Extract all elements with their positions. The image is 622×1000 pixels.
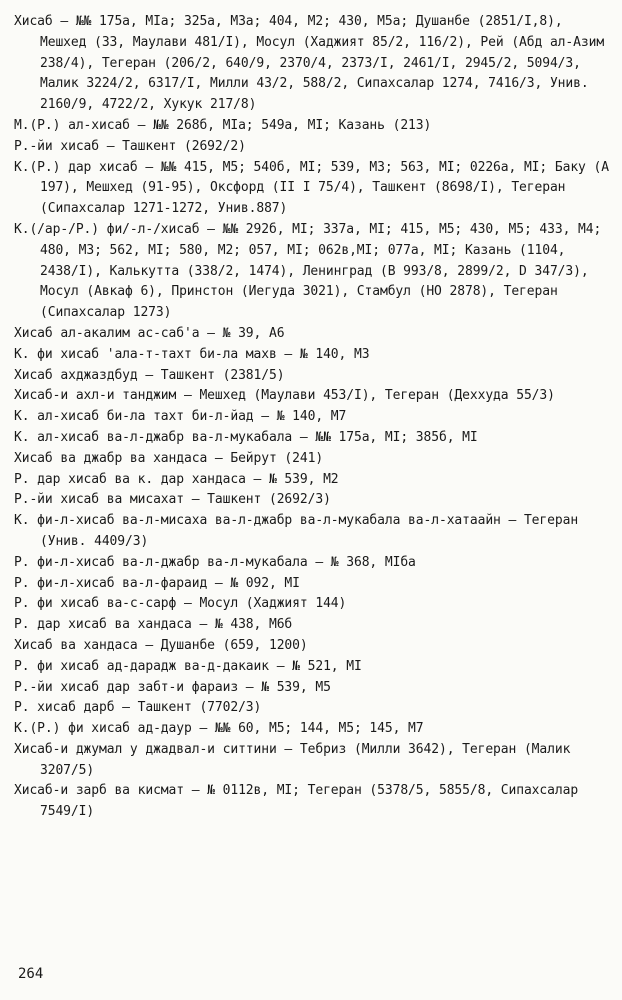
bibliography-entry: К. фи-л-хисаб ва-л-мисаха ва-л-джабр ва-л-мукабала ва-л-хатаайн – Тегеран (Унив. 4409/3) (14, 513, 579, 549)
bibliography-entry: Р.-йи хисаб дар забт-и фараиз – № 539, М5 (14, 679, 331, 695)
bibliography-entry: Р.-йи хисаб ва мисахат – Ташкент (2692/3) (14, 492, 331, 508)
bibliography-entry: М.(Р.) ал-хисаб – №№ 268б, МIа; 549а, МI; Казань (213) (14, 117, 432, 133)
bibliography-entry: К. фи хисаб 'ала-т-тахт би-ла махв – № 140, М3 (14, 346, 370, 362)
bibliography-entry: К. ал-хисаб би-ла тахт би-л-йад – № 140, М7 (14, 409, 347, 425)
bibliography-entry: Р. фи хисаб ад-дарадж ва-д-дакаик – № 521, МI (14, 658, 362, 674)
bibliography-entry: К. ал-хисаб ва-л-джабр ва-л-мукабала – №№ 175а, МI; 385б, МI (14, 429, 478, 445)
bibliography-entry: К.(/ар-/Р.) фи/-л-/хисаб – №№ 292б, МI; 337а, МI; 415, М5; 430, М5; 433, М4; 480, М3; 562, МI; 580, М2; 057, МI; 062в,МI; 077а, МI; Казань (1104, 2438/I), Калькутта (338/2, 1474), Ленинград (В 993/8, 2899/2, D 347/3), Мосул (Авкаф 6), Принстон (Иегуда 3021), Стамбул (НО 2878), Тегеран (Сипахсалар 1273) (14, 221, 602, 321)
bibliography-entry: Хисаб – №№ 175а, МIа; 325а, М3а; 404, М2; 430, М5а; Душанбе (2851/I,8), Мешхед (33, Маулави 481/I), Мосул (Хаджият 85/2, 116/2), Рей (Абд ал-Азим 238/4), Тегеран (206/2, 640/9, 2370/4, 2373/I, 2461/I, 2945/2, 5094/3, Малик 3224/2, 6317/I, Милли 43/2, 588/2, Сипахсалар 1274, 7416/3, Унив. 2160/9, 4722/2, Хукук 217/8) (14, 14, 605, 113)
bibliography-entry: Р. хисаб дарб – Ташкент (7702/3) (14, 700, 262, 716)
bibliography-entry: К.(Р.) фи хисаб ад-даур – №№ 60, М5; 144, М5; 145, М7 (14, 721, 424, 737)
bibliography-entry: Р. фи-л-хисаб ва-л-фараид – № 092, МI (14, 575, 300, 591)
bibliography-entry: Р. дар хисаб ва хандаса – № 438, М6б (14, 617, 293, 633)
bibliography-entry: Р. фи хисаб ва-с-сарф – Мосул (Хаджият 144) (14, 596, 347, 612)
bibliography-entry: Хисаб-и джумал у джадвал-и ситтини – Тебриз (Милли 3642), Тегеран (Малик 3207/5) (14, 741, 571, 778)
bibliography-entry: Хисаб-и ахл-и танджим – Мешхед (Маулави 453/I), Тегеран (Деххуда 55/3) (14, 388, 555, 404)
bibliography-entry: Р. фи-л-хисаб ва-л-джабр ва-л-мукабала – № 368, МIба (14, 554, 416, 570)
bibliography-entry: Р. дар хисаб ва к. дар хандаса – № 539, М2 (14, 471, 339, 487)
page-number: 264 (18, 966, 44, 982)
bibliography-entry: Хисаб ва джабр ва хандаса – Бейрут (241) (14, 450, 324, 466)
bibliography-entry: Хисаб ал-акалим ас-саб'а – № 39, А6 (14, 325, 285, 341)
bibliography-entry: Хисаб ва хандаса – Душанбе (659, 1200) (14, 637, 308, 653)
bibliography-entry: Хисаб-и зарб ва кисмат – № 0112в, МI; Тегеран (5378/5, 5855/8, Сипахсалар 7549/I) (14, 783, 579, 820)
bibliography-entry: Хисаб ахджаздбуд – Ташкент (2381/5) (14, 367, 285, 383)
bibliography-entry: К.(Р.) дар хисаб – №№ 415, М5; 540б, МI; 539, М3; 563, МI; 0226а, МI; Баку (А 197), Мешхед (91-95), Оксфорд (II I 75/4), Ташкент (8698/I), Тегеран (Сипахсалар 1271-1272, Унив.887) (14, 159, 609, 217)
bibliography-entries (14, 12, 610, 823)
bibliography-entry: Р.-йи хисаб – Ташкент (2692/2) (14, 138, 246, 154)
